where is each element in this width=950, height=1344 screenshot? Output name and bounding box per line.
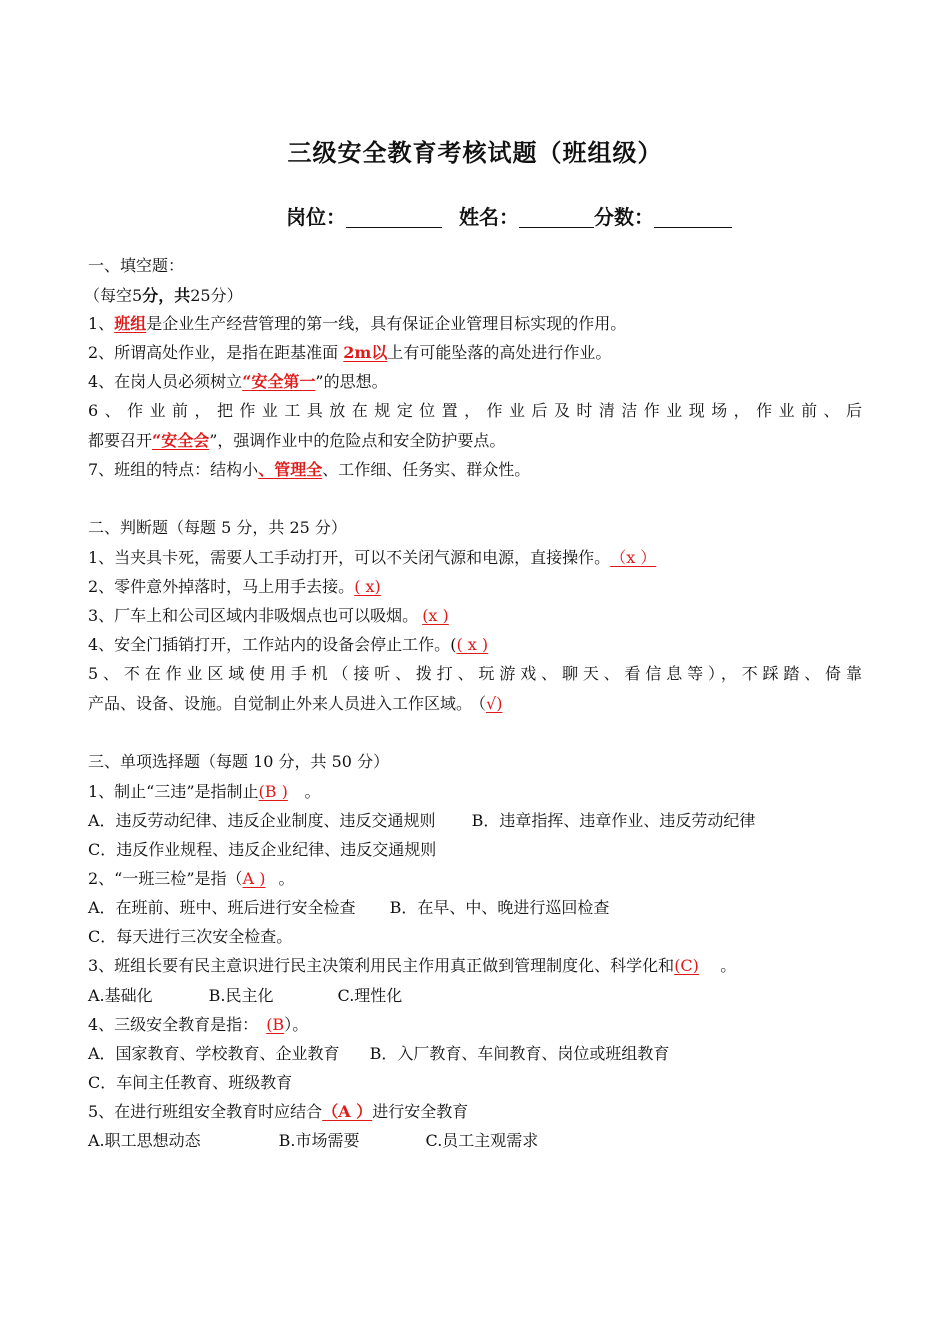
choice-question-3: 3、班组长要有民主意识进行民主决策利用民主作用真正做到管理制度化、科学化和(C) 。 (88, 956, 737, 975)
answer-text: √) (486, 694, 503, 713)
answer-text: ( x ) (456, 635, 489, 654)
choice-question-1-option-c: C．违反作业规程、违反企业纪律、违反交通规则 (88, 840, 437, 859)
judge-question-1: 1、当夹具卡死，需要人工手动打开，可以不关闭气源和电源，直接操作。（x ） (88, 548, 666, 568)
choice-question-3-options (88, 986, 402, 1006)
judge-question-5-line-2: 产品、设备、设施。自觉制止外来人员进入工作区域。 （√) (88, 694, 516, 714)
answer-text: “安全第一 (242, 372, 316, 391)
option-c: C.理性化 (337, 986, 403, 1005)
post-label: 岗位： (286, 205, 346, 229)
fill-question-6-line-1: 6、作业前，把作业工具放在规定位置，作业后及时清洁作业现场，作业前、后 (88, 401, 862, 420)
answer-text: “安全会 (152, 431, 210, 450)
choice-question-2-options-ab (88, 898, 609, 918)
fill-question-7: 7、班组的特点：结构小、管理全、工作细、任务实、群众性。 (88, 460, 531, 479)
answer-text: （x ） (610, 548, 657, 567)
fill-question-1: 1、班组是企业生产经营管理的第一线，具有保证企业管理目标实现的作用。 (88, 314, 627, 333)
option-b: B.民主化 (208, 986, 274, 1005)
section-3-heading: 三、单项选择题（每题 10 分，共 50 分） (88, 752, 390, 771)
judge-question-2: 2、零件意外掉落时，马上用手去接。( x) (88, 577, 400, 597)
answer-text: A ) (242, 869, 266, 888)
score-field[interactable] (654, 207, 732, 228)
fill-question-6-line-2: 都要召开“安全会”，强调作业中的危险点和安全防护要点。 (88, 431, 506, 450)
answer-text: (B (266, 1015, 285, 1034)
fill-question-2: 2、所谓高处作业，是指在距基准面 2m以上有可能坠落的高处进行作业。 (88, 343, 612, 362)
answer-text: 班组 (114, 314, 147, 333)
choice-question-2: 2、“一班三检”是指（A ) 。 (88, 869, 295, 888)
score-label: 分数： (593, 205, 654, 229)
choice-question-4-option-c: C．车间主任教育、班级教育 (88, 1073, 293, 1092)
section-1-note: （每空5分，共25分） (84, 286, 243, 305)
name-field[interactable] (519, 207, 594, 228)
option-b: B.市场需要 (278, 1131, 360, 1150)
choice-question-4-options-ab (88, 1044, 669, 1064)
option-a: A.职工思想动态 (88, 1131, 201, 1150)
choice-question-1: 1、制止“三违”是指制止(B ) 。 (88, 782, 321, 801)
option-c: C.员工主观需求 (425, 1131, 539, 1150)
name-label: 姓名： (458, 205, 519, 229)
section-2-heading: 二、判断题（每题 5 分，共 25 分） (88, 518, 347, 537)
option-a: A．在班前、班中、班后进行安全检查 (88, 898, 356, 917)
judge-question-4: 4、安全门插销打开，工作站内的设备会停止工作。(( x ) (88, 635, 502, 655)
answer-text: (B ) (258, 782, 288, 801)
choice-question-4: 4、三级安全教育是指： (B）。 (88, 1015, 309, 1034)
option-b: B．在早、中、晚进行巡回检查 (389, 898, 610, 917)
option-b: B．违章指挥、违章作业、违反劳动纪律 (471, 811, 756, 830)
section-1-heading: 一、填空题： (88, 256, 185, 275)
answer-text: (x ) (422, 606, 449, 625)
choice-question-5-options (88, 1131, 538, 1151)
option-a: A.基础化 (88, 986, 153, 1005)
answer-text: （A ） (322, 1102, 373, 1121)
option-a: A．违反劳动纪律、违反企业制度、违反交通规则 (88, 811, 436, 830)
judge-question-5-line-1: 5、不在作业区域使用手机（接听、拨打、玩游戏、聊天、看信息等），不踩踏、倚靠 (88, 664, 862, 683)
option-a: A．国家教育、学校教育、企业教育 (88, 1044, 340, 1063)
answer-text: ( x) (354, 577, 381, 596)
exam-header-fields (286, 201, 732, 230)
answer-text: (C) (674, 956, 699, 975)
answer-text: 2m以 (343, 343, 388, 362)
fill-question-4: 4、在岗人员必须树立“安全第一”的思想。 (88, 372, 388, 391)
option-b: B．入厂教育、车间教育、岗位或班组教育 (369, 1044, 670, 1063)
answer-text: 、管理全 (258, 460, 323, 479)
choice-question-1-options-ab (88, 811, 755, 831)
page-title: 三级安全教育考核试题（班组级） (287, 139, 663, 167)
judge-question-3: 3、厂车上和公司区域内非吸烟点也可以吸烟。 (x ) (88, 606, 478, 626)
post-field[interactable] (346, 207, 442, 228)
choice-question-5: 5、在进行班组安全教育时应结合（A ）进行安全教育 (88, 1102, 469, 1121)
choice-question-2-option-c: C．每天进行三次安全检查。 (88, 927, 293, 946)
